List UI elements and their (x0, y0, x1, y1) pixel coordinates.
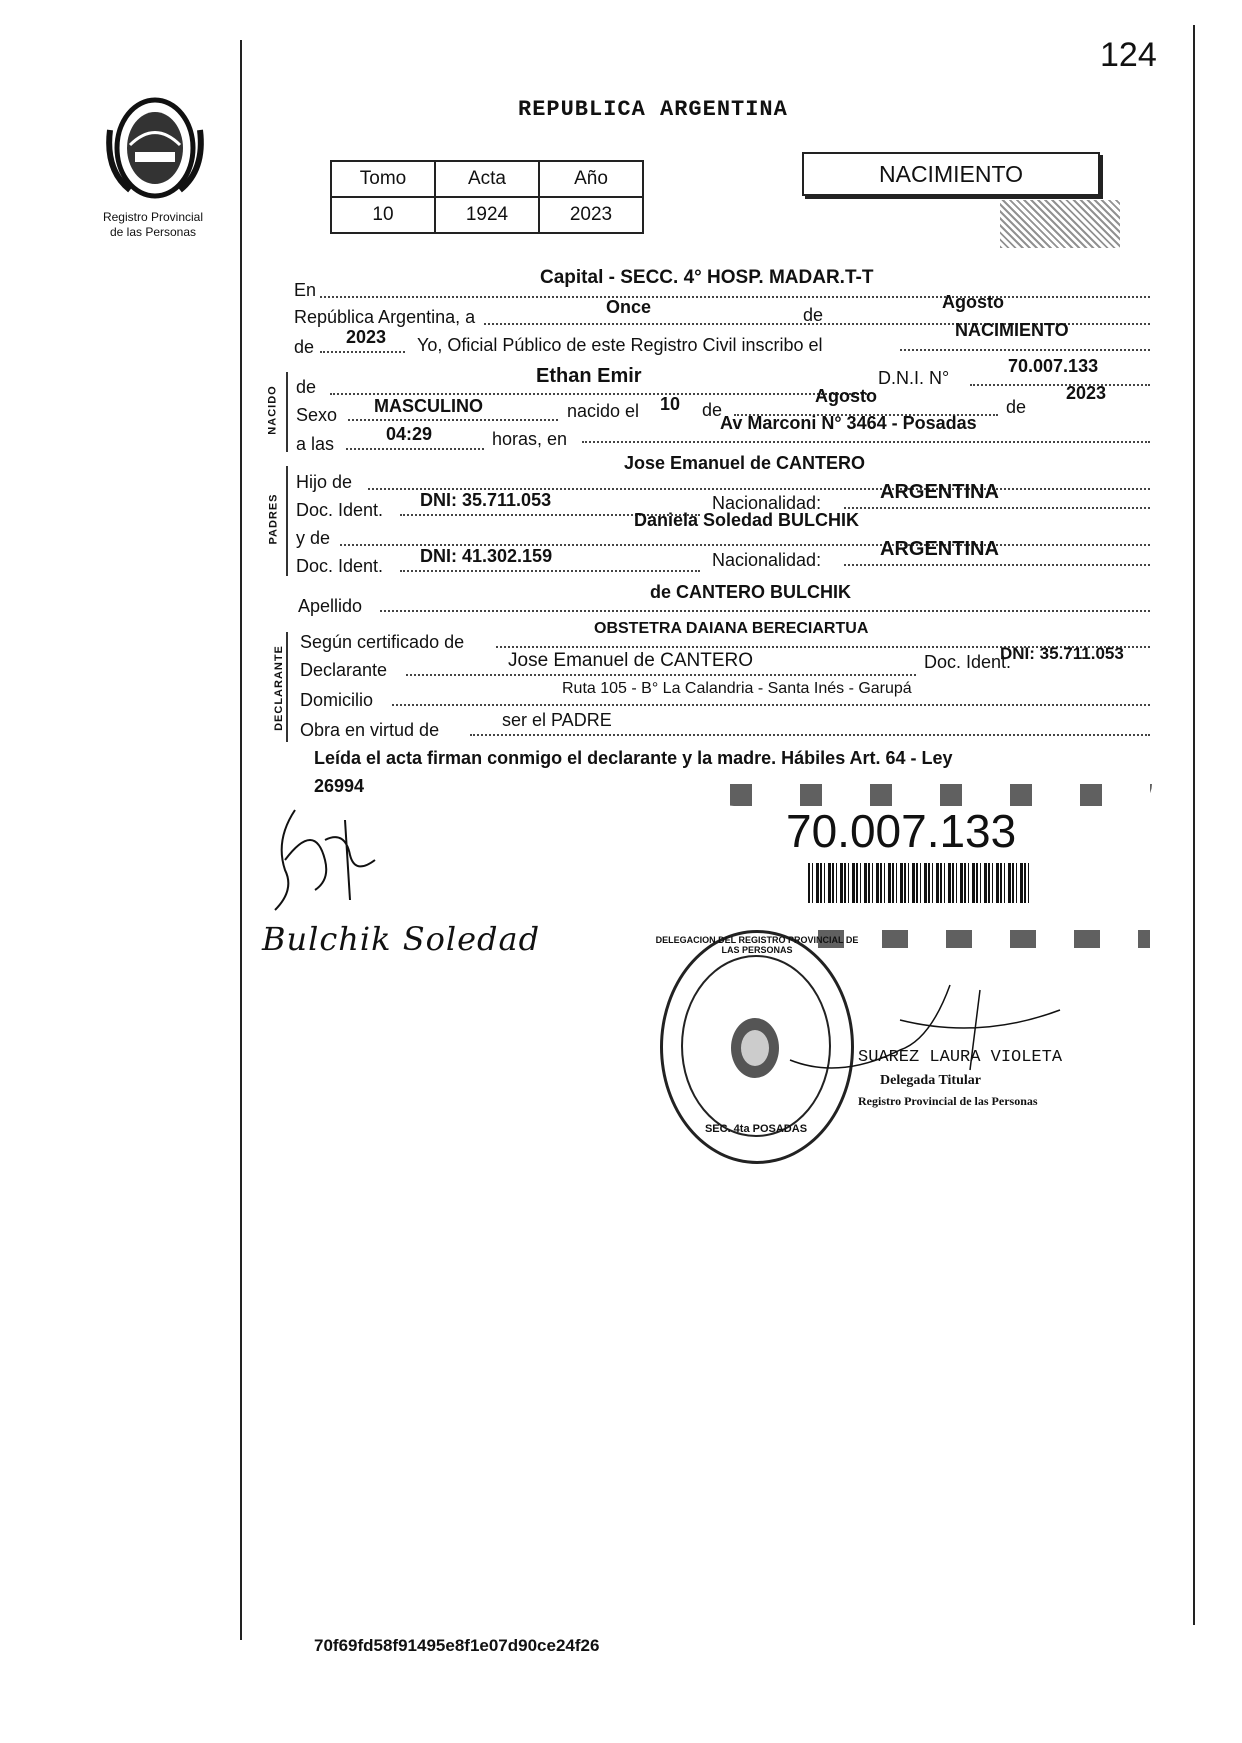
logo-caption-2: de las Personas (109, 225, 197, 239)
alas-label: a las (296, 434, 335, 454)
coat-of-arms-icon (100, 90, 210, 205)
nac2-dots (844, 564, 1150, 566)
domicilio-value: Ruta 105 - B° La Calandria - Santa Inés - Garupá (562, 680, 912, 697)
official-role: Delegada Titular (880, 1073, 981, 1088)
place-dots (582, 441, 1150, 443)
apellido-value: de CANTERO BULCHIK (650, 582, 851, 602)
declarante-dots (406, 674, 916, 676)
hour-value: 04:29 (386, 424, 433, 444)
sexo-value: MASCULINO (374, 396, 483, 416)
obra-value: ser el PADRE (502, 710, 612, 730)
seal-emblem-icon (723, 1013, 787, 1083)
declarante-value: Jose Emanuel de CANTERO (508, 650, 753, 671)
apellido-label: Apellido (298, 596, 363, 616)
closing-line-2: 26994 (314, 776, 365, 796)
inscribo-dots (900, 349, 1150, 351)
en-label: En (294, 280, 317, 300)
declarant-signature (255, 800, 405, 920)
tomo-header: Tomo (331, 161, 435, 197)
sexo-label: Sexo (296, 405, 338, 425)
republica-label: República Argentina, a (294, 307, 476, 327)
place-value: Av Marconi N° 3464 - Posadas (720, 413, 977, 433)
security-band-top (712, 784, 1152, 806)
anio-value: 2023 (539, 197, 643, 233)
doc3-value: DNI: 35.711.053 (1000, 644, 1124, 663)
yde-label: y de (296, 528, 331, 548)
official-name: SUAREZ LAURA VIOLETA (858, 1048, 1063, 1067)
document-title: REPUBLICA ARGENTINA (518, 97, 788, 122)
doc1-label: Doc. Ident. (296, 500, 384, 520)
domicilio-dots (392, 704, 1150, 706)
father-value: Jose Emanuel de CANTERO (624, 453, 866, 473)
section-padres: PADRES (267, 493, 280, 545)
nac1-value: ARGENTINA (880, 481, 999, 503)
doc2-value: DNI: 41.302.159 (420, 546, 553, 566)
yo-label: Yo, Oficial Público de este Registro Civil inscribo el (417, 335, 823, 355)
inscribo-value: NACIMIENTO (955, 320, 1069, 340)
doc2-dots (400, 570, 700, 572)
doc1-value: DNI: 35.711.053 (420, 490, 552, 510)
closing-line-1: Leída el acta firman conmigo el declarante y la madre. Hábiles Art. 64 - Ley (314, 748, 953, 768)
de-label-1: de (803, 305, 824, 325)
segun-label: Según certificado de (300, 632, 465, 652)
left-margin-line (240, 40, 242, 1640)
logo-caption-1: Registro Provincial (102, 210, 204, 224)
dni-dots (970, 384, 1150, 386)
nacido-label: nacido el (567, 401, 640, 421)
nac1-label: Nacionalidad: (712, 493, 822, 513)
right-margin-line (1193, 25, 1195, 1625)
de-label-2: de (294, 337, 315, 357)
en-value: Capital - SECC. 4° HOSP. MADAR.T-T (540, 267, 874, 288)
section-nacido: NACIDO (266, 385, 279, 435)
obra-label: Obra en virtud de (300, 720, 440, 740)
doc-type-label: NACIMIENTO (879, 161, 1023, 187)
mother-value: Daniela Soledad BULCHIK (634, 510, 860, 530)
en-dots (320, 296, 1150, 298)
security-pattern (1000, 200, 1120, 248)
horas-label: horas, en (492, 429, 568, 449)
nac1-dots (844, 507, 1150, 509)
segun-value: OBSTETRA DAIANA BERECIARTUA (594, 620, 869, 637)
sexo-dots (348, 419, 558, 421)
declarante-label: Declarante (300, 660, 388, 680)
domicilio-label: Domicilio (300, 690, 374, 710)
nac2-value: ARGENTINA (880, 538, 999, 560)
tomo-value: 10 (331, 197, 435, 233)
nacido-bracket (286, 372, 288, 452)
province-logo (100, 90, 210, 205)
de-label-4: de (702, 400, 723, 420)
padres-bracket (286, 466, 288, 576)
doc3-label: Doc. Ident. (924, 652, 1012, 672)
registry-table (330, 160, 644, 234)
day-value: Once (606, 297, 652, 317)
acta-value: 1924 (435, 197, 539, 233)
de-label-3: de (296, 377, 317, 397)
anio-header: Año (539, 161, 643, 197)
seal-ring-text: DELEGACION DEL REGISTRO PROVINCIAL DE LAS PERSONAS (655, 935, 859, 955)
doc-type-box (802, 152, 1100, 196)
de-label-5: de (1006, 397, 1027, 417)
name-dots (330, 393, 870, 395)
birth-year: 2023 (1066, 383, 1107, 403)
page-number: 124 (1100, 36, 1157, 74)
child-name: Ethan Emir (536, 365, 642, 387)
hijo-label: Hijo de (296, 472, 353, 492)
seal-inner-text: SEC. 4ta POSADAS (704, 1123, 808, 1135)
dni-label: D.N.I. N° (878, 368, 950, 388)
barcode (808, 863, 1030, 903)
birth-day: 10 (660, 394, 681, 414)
birth-month: Agosto (815, 386, 877, 406)
apellido-dots (380, 610, 1150, 612)
section-declarante: DECLARANTE (272, 645, 285, 731)
month-value: Agosto (942, 292, 1004, 312)
nac2-label: Nacionalidad: (712, 550, 822, 570)
hour-dots (346, 448, 484, 450)
document-hash: 70f69fd58f91495e8f1e07d90ce24f26 (314, 1636, 600, 1655)
dni-value: 70.007.133 (1008, 356, 1099, 376)
year-value: 2023 (346, 327, 387, 347)
obra-dots (470, 734, 1150, 736)
mother-signature: Bulchik Soledad (262, 920, 541, 958)
doc2-label: Doc. Ident. (296, 556, 384, 576)
stamp-number: 70.007.133 (786, 805, 1017, 857)
declarante-bracket (286, 632, 288, 742)
acta-header: Acta (435, 161, 539, 197)
year-dots (320, 351, 405, 353)
official-office: Registro Provincial de las Personas (858, 1094, 1038, 1108)
